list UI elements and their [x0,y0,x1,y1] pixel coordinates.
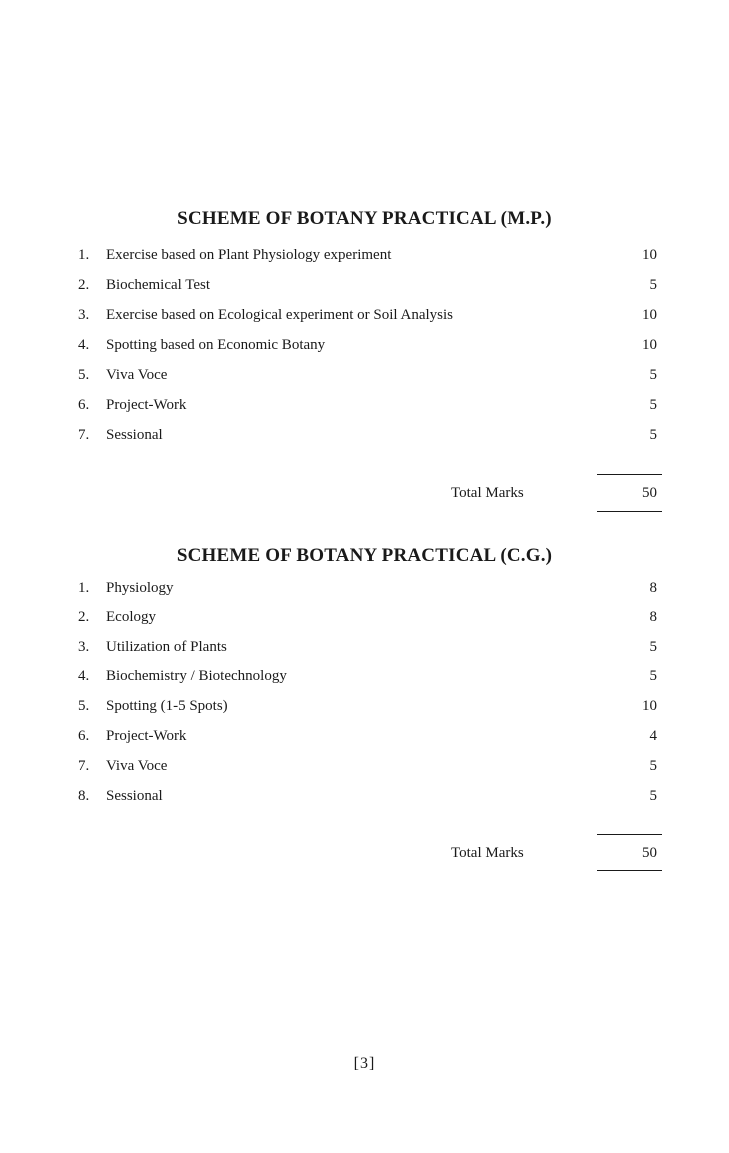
mp-row-1 [0,245,729,275]
cg-row-7 [0,756,729,786]
cg-row-8 [0,786,729,816]
cg-row-marks: 5 [649,758,657,774]
cg-row-number: 5. [78,698,90,714]
cg-row-number: 2. [78,609,90,625]
cg-row-number: 3. [78,639,90,655]
cg-row-number: 8. [78,788,90,804]
cg-section-title: SCHEME OF BOTANY PRACTICAL (C.G.) [176,545,553,566]
mp-row-marks: 10 [642,337,657,353]
cg-row-label: Spotting (1-5 Spots) [106,698,228,714]
cg-row-1 [0,578,729,608]
mp-row-number: 6. [78,397,90,413]
cg-row-label: Physiology [106,580,174,596]
mp-total-rule-bottom [597,511,662,512]
cg-row-marks: 5 [649,668,657,684]
mp-row-3 [0,305,729,335]
cg-row-marks: 4 [649,728,657,744]
mp-row-marks: 5 [649,427,657,443]
mp-row-marks: 5 [649,397,657,413]
cg-row-number: 6. [78,728,90,744]
mp-row-label: Exercise based on Ecological experiment or Soil Analysis [106,307,453,323]
mp-row-marks: 5 [649,367,657,383]
mp-row-label: Viva Voce [106,367,168,383]
cg-row-marks: 8 [649,580,657,596]
mp-row-marks: 10 [642,307,657,323]
cg-row-label: Utilization of Plants [106,639,227,655]
mp-row-number: 1. [78,247,90,263]
cg-row-label: Sessional [106,788,163,804]
mp-row-number: 5. [78,367,90,383]
mp-row-marks: 5 [649,277,657,293]
mp-row-2 [0,275,729,305]
mp-row-7 [0,425,729,455]
mp-row-4 [0,335,729,365]
cg-row-marks: 10 [642,698,657,714]
cg-row-label: Project-Work [106,728,187,744]
mp-total-rule-top [597,474,662,475]
cg-row-2 [0,607,729,637]
cg-total-rule-top [597,834,662,835]
mp-row-number: 2. [78,277,90,293]
mp-total-label: Total Marks [451,485,524,501]
cg-row-marks: 5 [649,639,657,655]
cg-row-5 [0,696,729,726]
cg-row-number: 7. [78,758,90,774]
cg-row-marks: 8 [649,609,657,625]
cg-row-label: Ecology [106,609,156,625]
cg-row-3 [0,637,729,667]
cg-row-marks: 5 [649,788,657,804]
mp-row-label: Exercise based on Plant Physiology experiment [106,247,392,263]
cg-row-4 [0,666,729,696]
page-number: [3] [353,1055,376,1072]
mp-row-label: Project-Work [106,397,187,413]
cg-total-label: Total Marks [451,845,524,861]
cg-row-label: Biochemistry / Biotechnology [106,668,287,684]
mp-row-label: Spotting based on Economic Botany [106,337,326,353]
cg-row-number: 1. [78,580,90,596]
cg-row-number: 4. [78,668,90,684]
cg-row-label: Viva Voce [106,758,168,774]
mp-row-number: 3. [78,307,90,323]
mp-row-6 [0,395,729,425]
mp-row-number: 7. [78,427,90,443]
mp-row-label: Biochemical Test [106,277,211,293]
mp-row-5 [0,365,729,395]
mp-section-title: SCHEME OF BOTANY PRACTICAL (M.P.) [177,208,552,229]
cg-row-6 [0,726,729,756]
mp-row-label: Sessional [106,427,163,443]
mp-total-value: 50 [642,485,657,501]
mp-row-marks: 10 [642,247,657,263]
cg-total-rule-bottom [597,870,662,871]
cg-total-value: 50 [642,845,657,861]
mp-row-number: 4. [78,337,90,353]
